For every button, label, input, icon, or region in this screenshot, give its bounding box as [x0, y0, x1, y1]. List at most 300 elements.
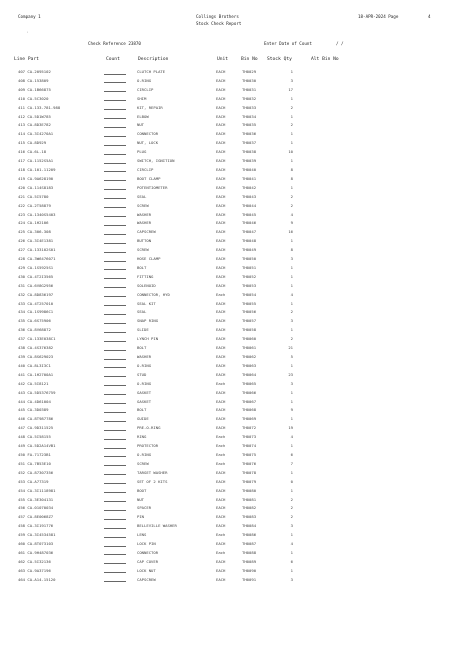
count-entry-field[interactable] — [104, 371, 126, 377]
part-description: SCREW — [137, 202, 149, 208]
part-unit: EACH — [216, 113, 226, 119]
bin-number: TH0076 — [242, 460, 257, 466]
col-bin-no: Bin No — [241, 57, 258, 62]
part-description: GUIDE — [137, 416, 149, 422]
bin-number: TH0033 — [242, 104, 257, 110]
count-entry-field[interactable] — [104, 95, 126, 101]
bin-number: TH0052 — [242, 273, 257, 279]
table-row — [0, 156, 460, 165]
bin-number: TH0082 — [242, 505, 257, 511]
part-unit: EACH — [216, 131, 226, 137]
table-row — [0, 468, 460, 477]
count-entry-field[interactable] — [104, 514, 126, 520]
part-unit: EACH — [216, 69, 226, 74]
table-row — [0, 272, 460, 281]
count-entry-field[interactable] — [104, 389, 126, 395]
part-description: PRE-O-RING — [137, 425, 161, 431]
part-unit: EACH — [216, 371, 226, 377]
count-entry-field[interactable] — [104, 86, 126, 92]
count-entry-field[interactable] — [104, 309, 126, 315]
table-row — [0, 263, 460, 272]
count-entry-field[interactable] — [104, 247, 126, 253]
table-row — [0, 325, 460, 334]
count-entry-field[interactable] — [104, 398, 126, 404]
part-unit: EACH — [216, 86, 226, 92]
table-row — [0, 120, 460, 129]
part-line: 439 CA-8S629023 — [18, 354, 54, 359]
count-entry-field[interactable] — [104, 193, 126, 199]
part-unit: EACH — [216, 487, 226, 493]
part-unit: EACH — [216, 158, 226, 164]
part-description: CAP COVER — [137, 558, 159, 564]
table-row — [0, 379, 460, 388]
part-description: SLIDE — [137, 327, 149, 333]
part-line: 455 CA-3E304131 — [18, 496, 54, 502]
table-row — [0, 236, 460, 245]
table-row — [0, 316, 460, 325]
part-unit: EACH — [216, 416, 226, 422]
stock-qty: 1 — [290, 416, 293, 422]
part-unit: EACH — [216, 523, 226, 529]
bin-number: TH0042 — [242, 184, 257, 190]
count-entry-field[interactable] — [104, 425, 126, 431]
part-description: CIRCLIP — [137, 86, 154, 92]
table-row — [0, 254, 460, 263]
bin-number: TH0069 — [242, 416, 257, 422]
stock-qty: 1 — [290, 389, 293, 395]
bin-number: TH0083 — [242, 514, 257, 520]
report-date-page: 18-APR-2024 Page — [358, 14, 399, 19]
table-row — [0, 397, 460, 406]
count-entry-field[interactable] — [104, 104, 126, 110]
part-line: 421 CA-5I5780 — [18, 193, 49, 199]
part-unit: EACH — [216, 140, 226, 146]
bin-number: TH0046 — [242, 220, 257, 226]
part-description: STUD — [137, 371, 147, 377]
table-row — [0, 521, 460, 530]
part-line: 454 CA-3I1118981 — [18, 487, 56, 493]
count-entry-field[interactable] — [104, 131, 126, 137]
stock-qty: 10 — [288, 149, 293, 155]
count-entry-field[interactable] — [104, 220, 126, 226]
table-row — [0, 218, 460, 227]
part-line: 437 CA-133E038C1 — [18, 336, 56, 342]
stock-qty: 2 — [290, 309, 293, 315]
part-description: RING — [137, 434, 147, 440]
part-unit: EACH — [216, 425, 226, 431]
count-entry-field[interactable] — [104, 256, 126, 262]
stock-qty: 17 — [288, 86, 293, 92]
part-unit: EACH — [216, 149, 226, 155]
stock-qty: 1 — [290, 567, 293, 573]
count-entry-field[interactable] — [104, 229, 126, 235]
bin-number: TH0035 — [242, 122, 257, 128]
part-line: 450 FA-71723B1 — [18, 451, 51, 457]
table-row — [0, 575, 460, 584]
part-line: 416 CA-6L-18 — [18, 149, 47, 155]
part-line: 430 CA-4T2I3565 — [18, 273, 54, 279]
bin-number: TH0060 — [242, 336, 257, 342]
bin-number: TH0062 — [242, 354, 257, 359]
part-description: SHIM — [137, 95, 147, 101]
count-entry-field[interactable] — [104, 434, 126, 440]
table-row — [0, 129, 460, 138]
bin-number: TH0054 — [242, 291, 257, 297]
part-unit: EACH — [216, 345, 226, 351]
part-description: GASKET — [137, 389, 152, 395]
part-unit: EACH — [216, 104, 226, 110]
part-unit: EACH — [216, 336, 226, 342]
table-row — [0, 486, 460, 495]
part-line: 441 CA-1H2700A1 — [18, 371, 54, 377]
table-row — [0, 245, 460, 254]
bin-number: TH0038 — [242, 149, 257, 155]
count-entry-field[interactable] — [104, 567, 126, 573]
part-description: SOLENOID — [137, 282, 156, 288]
table-row — [0, 450, 460, 459]
bin-number: TH0039 — [242, 158, 257, 164]
table-row — [0, 361, 460, 370]
bin-number: TH0079 — [242, 478, 257, 484]
part-description: LYNCH PIN — [137, 336, 159, 342]
stock-qty: 9 — [290, 220, 293, 226]
part-line: 462 CA-5I32136 — [18, 558, 51, 564]
bin-number: TH0036 — [242, 131, 257, 137]
count-entry-field[interactable] — [104, 158, 126, 164]
bin-number: TH0080 — [242, 487, 257, 493]
bin-number: TH0090 — [242, 567, 257, 573]
count-entry-field[interactable] — [104, 238, 126, 244]
count-entry-field[interactable] — [104, 532, 126, 538]
part-line: 438 CA-4S376382 — [18, 345, 54, 351]
company-label: Company 1 — [18, 14, 41, 19]
count-entry-field[interactable] — [104, 113, 126, 119]
part-unit: EACH — [216, 478, 226, 484]
bin-number: TH0043 — [242, 193, 257, 199]
table-row — [0, 512, 460, 521]
part-description: SWITCH, IGNITION — [137, 158, 175, 164]
part-unit: Each — [216, 434, 226, 440]
bin-number: TH0075 — [242, 451, 257, 457]
part-line: 433 CA-4T257010 — [18, 300, 54, 306]
part-description: WASHER — [137, 211, 152, 217]
part-unit: EACH — [216, 95, 226, 101]
part-line: 411 CA-133-781-988 — [18, 104, 61, 110]
table-row — [0, 103, 460, 112]
part-unit: EACH — [216, 122, 226, 128]
part-unit: EACH — [216, 229, 226, 235]
date-slashes: / / — [336, 41, 344, 46]
part-unit: Each — [216, 291, 226, 297]
count-entry-field[interactable] — [104, 460, 126, 466]
bin-number: TH0056 — [242, 309, 257, 315]
stock-qty: 1 — [290, 158, 293, 164]
col-count: Count — [106, 57, 120, 62]
part-description: BOOT — [137, 487, 147, 493]
part-line: 440 CA-8L3I3C1 — [18, 362, 51, 368]
count-entry-field[interactable] — [104, 505, 126, 511]
table-row — [0, 459, 460, 468]
col-line-part: Line Part — [14, 57, 39, 62]
count-entry-field[interactable] — [104, 175, 126, 181]
part-line: 448 CA-5I58155 — [18, 434, 51, 440]
table-row — [0, 307, 460, 316]
stock-qty: 2 — [290, 514, 293, 520]
count-entry-field[interactable] — [104, 300, 126, 306]
stock-qty: 23 — [288, 371, 293, 377]
part-line: 456 CA-01070034 — [18, 505, 54, 511]
part-description: WASHER — [137, 220, 152, 226]
stock-qty: 3 — [290, 576, 293, 582]
part-line: 443 CA-5D5376759 — [18, 389, 56, 395]
bin-number: TH0053 — [242, 282, 257, 288]
part-description: HOSE CLAMP — [137, 256, 161, 262]
part-unit: EACH — [216, 202, 226, 208]
count-entry-field[interactable] — [104, 469, 126, 475]
count-entry-field[interactable] — [104, 496, 126, 502]
table-row — [0, 299, 460, 308]
bin-number: TH0051 — [242, 264, 257, 270]
table-row — [0, 210, 460, 219]
part-description: ELBOW — [137, 113, 149, 119]
stock-qty: 8 — [290, 175, 293, 181]
count-entry-field[interactable] — [104, 354, 126, 360]
part-line: 423 CA-1340S5403 — [18, 211, 56, 217]
stock-qty: 1 — [290, 184, 293, 190]
part-description: LOCK PIN — [137, 541, 156, 547]
count-entry-field[interactable] — [104, 122, 126, 128]
stock-qty: 8 — [290, 247, 293, 253]
table-row — [0, 165, 460, 174]
table-row — [0, 138, 460, 147]
stock-qty: 1 — [290, 140, 293, 146]
table-row — [0, 147, 460, 156]
part-line: 442 CA-5I8121 — [18, 380, 49, 386]
part-description: BOLT — [137, 264, 147, 270]
count-entry-field[interactable] — [104, 282, 126, 288]
part-unit: EACH — [216, 469, 226, 475]
table-row — [0, 441, 460, 450]
stock-qty: 1 — [290, 69, 293, 74]
bin-number: TH0087 — [242, 541, 257, 547]
count-entry-field[interactable] — [104, 345, 126, 351]
stock-qty: 1 — [290, 273, 293, 279]
col-description: Description — [138, 57, 169, 62]
col-unit: Unit — [217, 57, 229, 62]
stock-qty: 1 — [290, 264, 293, 270]
bin-number: TH0057 — [242, 318, 257, 324]
part-line: 425 CA-306-308 — [18, 229, 51, 235]
stock-qty: 4 — [290, 211, 293, 217]
count-entry-field[interactable] — [104, 549, 126, 555]
bin-number: TH0058 — [242, 327, 257, 333]
bin-number: TH0089 — [242, 558, 257, 564]
part-description: PIN — [137, 514, 145, 520]
bin-number: TH0034 — [242, 113, 257, 119]
part-description: NUT — [137, 496, 145, 502]
part-unit: EACH — [216, 282, 226, 288]
part-description: O-RING — [137, 451, 152, 457]
count-entry-field[interactable] — [104, 576, 126, 582]
part-description: SCREW — [137, 460, 149, 466]
part-unit: EACH — [216, 238, 226, 244]
count-entry-field[interactable] — [104, 336, 126, 342]
count-entry-field[interactable] — [104, 69, 126, 75]
part-unit: EACH — [216, 300, 226, 306]
count-entry-field[interactable] — [104, 184, 126, 190]
part-description: SNAP RING — [137, 318, 159, 324]
part-line: 436 CA-8V68872 — [18, 327, 51, 333]
table-row — [0, 557, 460, 566]
bin-number: TH0066 — [242, 389, 257, 395]
count-entry-field[interactable] — [104, 291, 126, 297]
stock-qty: 9 — [290, 407, 293, 413]
table-row — [0, 352, 460, 361]
count-entry-field[interactable] — [104, 166, 126, 172]
count-entry-field[interactable] — [104, 451, 126, 457]
part-unit: EACH — [216, 77, 226, 83]
part-description: BOLT — [137, 407, 147, 413]
stock-qty: 3 — [290, 523, 293, 529]
bin-number: TH0065 — [242, 380, 257, 386]
table-row — [0, 290, 460, 299]
stock-qty: 2 — [290, 336, 293, 342]
table-row — [0, 388, 460, 397]
table-row — [0, 405, 460, 414]
part-line: 419 CA-9A628190 — [18, 175, 54, 181]
part-unit: Each — [216, 532, 226, 538]
table-row — [0, 201, 460, 210]
part-description: POTENTIOMETER — [137, 184, 168, 190]
part-unit: EACH — [216, 514, 226, 520]
table-row — [0, 495, 460, 504]
bin-number: TH0031 — [242, 86, 257, 92]
part-description: O-RING — [137, 77, 152, 83]
bin-number: TH0064 — [242, 371, 257, 377]
count-entry-field[interactable] — [104, 140, 126, 146]
count-entry-field[interactable] — [104, 478, 126, 484]
part-line: 460 CA-8T073103 — [18, 541, 54, 547]
bin-number: TH0032 — [242, 95, 257, 101]
part-line: 445 CA-3D0389 — [18, 407, 49, 413]
part-line: 451 CA-7B53E10 — [18, 460, 51, 466]
bin-number: TH0040 — [242, 166, 257, 172]
part-description: CONNECTOR — [137, 131, 159, 137]
report-company-name: Collings Brothers — [196, 14, 239, 19]
part-line: 461 CA-9H487036 — [18, 549, 54, 555]
part-description: SPACER — [137, 505, 152, 511]
part-description: CONNECTOR, HYD — [137, 291, 170, 297]
count-entry-field[interactable] — [104, 264, 126, 270]
table-row — [0, 343, 460, 352]
count-entry-field[interactable] — [104, 407, 126, 413]
stock-qty: 4 — [290, 541, 293, 547]
stock-qty: 1 — [290, 282, 293, 288]
bin-number: TH0048 — [242, 238, 257, 244]
part-line: 424 CA-1H2106 — [18, 220, 49, 226]
part-line: 412 CA-5D1W785 — [18, 113, 51, 119]
count-entry-field[interactable] — [104, 380, 126, 386]
bin-number: TH0073 — [242, 434, 257, 440]
stock-qty: 7 — [290, 460, 293, 466]
part-unit: EACH — [216, 389, 226, 395]
part-line: 459 CA-3I4534581 — [18, 532, 56, 538]
count-entry-field[interactable] — [104, 487, 126, 493]
part-unit: Each — [216, 451, 226, 457]
part-unit: EACH — [216, 362, 226, 368]
part-unit: EACH — [216, 576, 226, 582]
part-unit: EACH — [216, 264, 226, 270]
part-description: PROTECTOR — [137, 443, 159, 449]
count-entry-field[interactable] — [104, 77, 126, 83]
stock-qty: 8 — [290, 166, 293, 172]
part-unit: EACH — [216, 567, 226, 573]
count-entry-field[interactable] — [104, 362, 126, 368]
bin-number: TH0091 — [242, 576, 257, 582]
part-line: 435 CA-6S75906 — [18, 318, 51, 324]
part-unit: EACH — [216, 309, 226, 315]
count-entry-field[interactable] — [104, 541, 126, 547]
bin-number: TH0037 — [242, 140, 257, 146]
bin-number: TH0072 — [242, 425, 257, 431]
part-unit: EACH — [216, 211, 226, 217]
part-line: 420 CA-114S8183 — [18, 184, 54, 190]
part-unit: Each — [216, 460, 226, 466]
part-description: SEAL KIT — [137, 300, 156, 306]
part-unit: EACH — [216, 407, 226, 413]
count-entry-field[interactable] — [104, 273, 126, 279]
count-entry-field[interactable] — [104, 149, 126, 155]
stock-qty: 2 — [290, 496, 293, 502]
part-line: 413 CA-8D3E782 — [18, 122, 51, 128]
table-row — [0, 281, 460, 290]
count-entry-field[interactable] — [104, 443, 126, 449]
bin-number: TH0074 — [242, 443, 257, 449]
stock-rows — [0, 67, 460, 584]
part-line: 444 CA-4D61004 — [18, 398, 51, 404]
part-description: CLUTCH PLATE — [137, 69, 166, 74]
table-row — [0, 67, 460, 76]
part-unit: EACH — [216, 558, 226, 564]
stray-mark: · — [26, 30, 30, 36]
stock-qty: 1 — [290, 300, 293, 306]
bin-number: TH0088 — [242, 549, 257, 555]
count-entry-field[interactable] — [104, 202, 126, 208]
count-entry-field[interactable] — [104, 211, 126, 217]
table-row — [0, 192, 460, 201]
part-line: 452 CA-87307356 — [18, 469, 54, 475]
count-entry-field[interactable] — [104, 318, 126, 324]
count-entry-field[interactable] — [104, 416, 126, 422]
stock-qty: 2 — [290, 202, 293, 208]
part-line: 414 CA-3I4270A1 — [18, 131, 54, 137]
part-description: SET OF 2 KITS — [137, 478, 168, 484]
table-row — [0, 85, 460, 94]
bin-number: TH0047 — [242, 229, 257, 235]
bin-number: TH0067 — [242, 398, 257, 404]
count-entry-field[interactable] — [104, 523, 126, 529]
col-stock-qty: Stock Qty — [267, 57, 292, 62]
part-line: 464 CA-A14-15120 — [18, 576, 56, 582]
table-row — [0, 548, 460, 557]
part-line: 428 CA-3W6476071 — [18, 256, 56, 262]
part-unit: EACH — [216, 220, 226, 226]
table-row — [0, 227, 460, 236]
part-unit: Each — [216, 443, 226, 449]
count-entry-field[interactable] — [104, 558, 126, 564]
part-unit: EACH — [216, 398, 226, 404]
count-entry-field[interactable] — [104, 327, 126, 333]
